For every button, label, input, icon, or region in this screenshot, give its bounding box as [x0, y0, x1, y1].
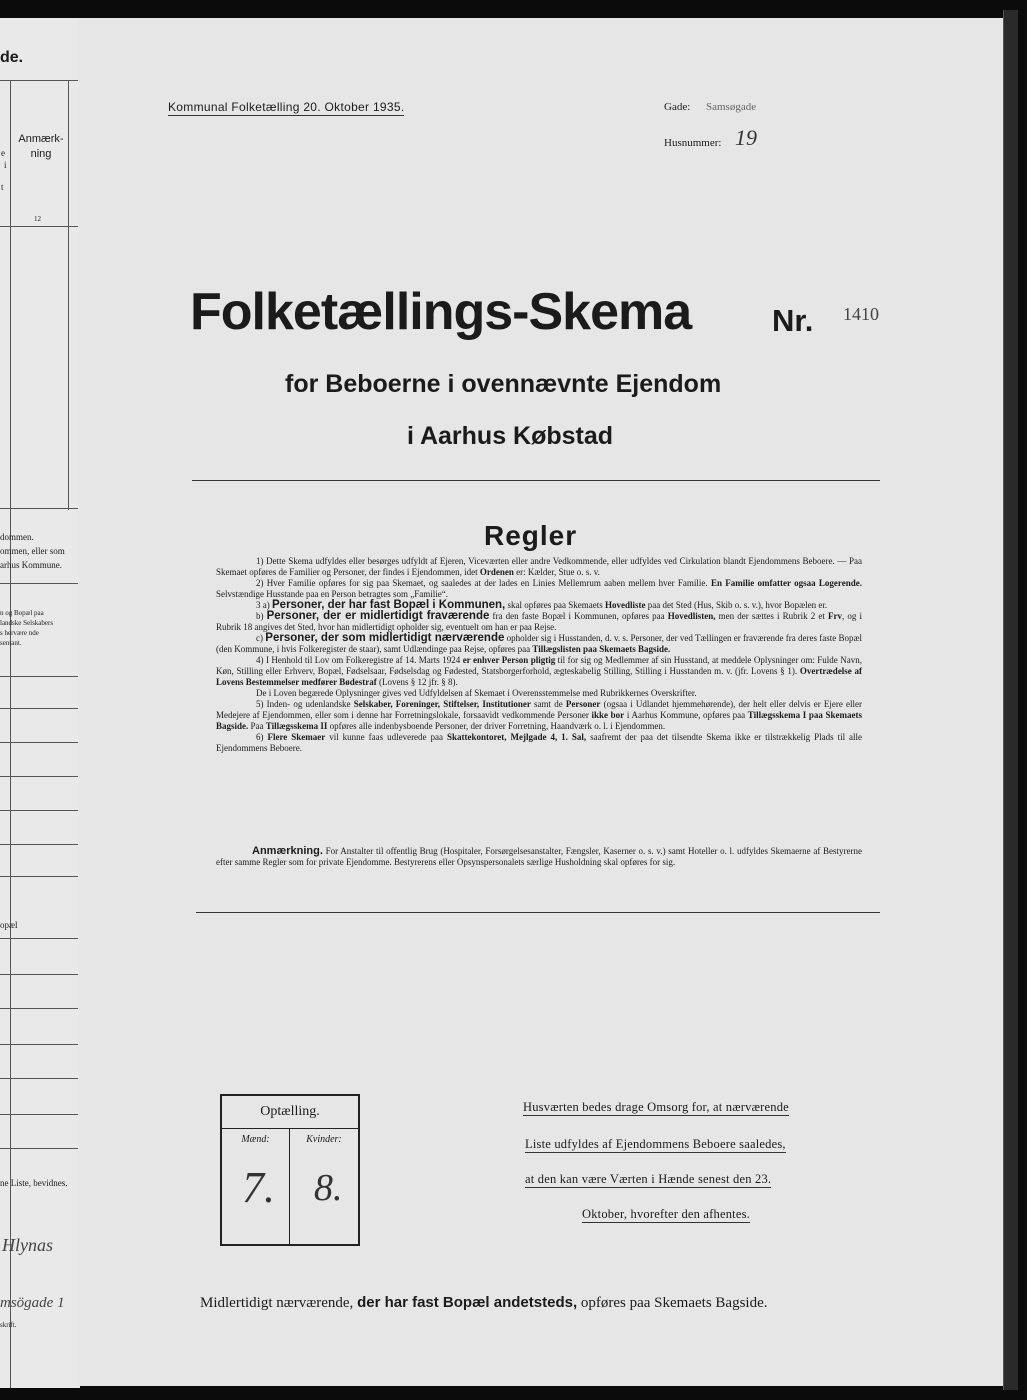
rule-5: 5) Inden- og udenlandske Selskaber, Foreninger, Stiftelser, Institutioner samt de Personer (ogsaa i Udlandet hjemmehørende), der helt eller delvis er Ejere eller Medejere af Ejendommen, eller som i denne har Forretningslokale, forsaavidt vedkommende Personer ikke bor i Aarhus Kommune, opføres paa Tillægsskema I paa Skemaets Bagside. Paa Tillægsskema II opføres alle indenbysboende Personer, der driver Forretning, Haandværk o. l. i Ejendommen. — [216, 699, 863, 731]
instruction-line: Liste udfyldes af Ejendommens Beboere saaledes, — [525, 1137, 786, 1151]
left-text-line: ommen, eller som — [0, 546, 65, 556]
left-handwritten-signature: Hlynas — [2, 1235, 53, 1255]
left-text-line: landske Selskabers — [0, 619, 54, 627]
left-fragment-char: e — [1, 148, 5, 158]
house-number-value: 19 — [735, 125, 757, 150]
rule-6: 6) Flere Skemaer vil kunne faas udleverede paa Skattekontoret, Mejlgade 4, 1. Sal, saafremt der paa det tilsendte Skema ikke er tilstrækkelig Plads til alle Ejendommens Beboere. — [216, 732, 863, 753]
binding-edge — [1003, 10, 1018, 1390]
rules-heading: Regler — [484, 520, 578, 551]
left-text-line: s hervære nde — [0, 629, 39, 637]
form-title: Folketællings-Skema — [190, 283, 692, 341]
left-text-line: n og Bopæl paa — [0, 609, 44, 617]
column-number: 12 — [34, 215, 41, 223]
house-number-label: Husnummer: — [664, 137, 722, 149]
rule-2: 2) Hver Familie opføres for sig paa Skemaet, og saaledes at der lades en Linies Mellemrum aaben mellem hver Familie. En Familie omfatter ogsaa Logerende. Selvstændige Husstande paa en Person betragtes som „Familie“. — [216, 578, 862, 599]
left-header-fragment: de. — [0, 49, 24, 66]
tally-box — [220, 1094, 360, 1246]
instruction-line: at den kan være Værten i Hænde senest den 23. — [525, 1172, 772, 1186]
rule-3a: 3 a) Personer, der har fast Bopæl i Kommunen, skal opføres paa Skemaets Hovedliste paa det Sted (Hus, Skib o. s. v.), hvor Bopælen er. — [256, 599, 828, 611]
divider — [192, 480, 880, 481]
census-header: Kommunal Folketælling 20. Oktober 1935. — [168, 100, 405, 114]
left-text-bopael: opæl — [0, 920, 18, 930]
rule-4-note: De i Loven begærede Oplysninger gives ved Udfyldelsen af Skemaet i Overensstemmelse med Rubrikkernes Overskrifter. — [256, 688, 697, 698]
rule-3c: c) Personer, der som midlertidigt nærværende opholder sig i Husstanden, d. v. s. Personer, der ved Tællingen er fraværende fra deres faste Bopæl (den Kommune, i hvis Folkeregister de staar), samt Udlændinge paa Rejse, opføres paa Tillægslisten paa Skemaets Bagside. — [216, 632, 863, 654]
tally-title: Optælling. — [260, 1104, 320, 1119]
form-subtitle: for Beboerne i ovennævnte Ejendom — [285, 370, 722, 398]
left-fragment-char: i — [4, 160, 7, 170]
left-text-line: sentant. — [0, 639, 22, 647]
left-page-fragment — [0, 18, 80, 1388]
men-label: Mænd: — [241, 1134, 270, 1145]
street-value: Samsøgade — [706, 101, 757, 113]
left-fragment-char: t — [1, 182, 4, 192]
tally-column-divider — [289, 1128, 290, 1244]
footer-note: Midlertidigt nærværende, der har fast Bopæl andetsteds, opføres paa Skemaets Bagside. — [200, 1294, 768, 1311]
instruction-line: Husværten bedes drage Omsorg for, at nærværende — [523, 1100, 789, 1114]
form-number-label: Nr. — [772, 303, 814, 338]
left-text-liste: ne Liste, bevidnes. — [0, 1178, 68, 1188]
left-text-line: dommen. — [0, 532, 34, 542]
note-text: For Anstalter til offentlig Brug (Hospitaler, Forsørgelsesanstalter, Fængsler, Kaserner o. s. v.) samt Hoteller o. l. udfyldes Skemaerne af Bestyrerne efter samme Regler som for private Ejendomme. Bestyrerens eller Opsynspersonalets særlige Husholdning skal opføres for sig. — [216, 846, 862, 867]
form-subtitle-location: i Aarhus Købstad — [407, 422, 614, 450]
left-text-line: arhus Kommune. — [0, 560, 62, 570]
note-section — [216, 846, 862, 868]
form-number: 1410 — [843, 304, 879, 324]
divider — [196, 912, 880, 913]
rules-text — [216, 556, 862, 754]
street-label: Gade: — [664, 101, 691, 113]
rule-4: 4) I Henhold til Lov om Folkeregistre af 14. Marts 1924 er enhver Person pligtig til for sig og Medlemmer af sin Husstand, at meddele Oplysninger om: Fulde Navn, Køn, Stilling eller Erhverv, Bopæl, Fødselsaar, Fødselsdag og Fødested, Statsborgerforhold, ægteskabelig Stilling, Stilling i Husstanden m. v. (jfr. Lovens § 1). Overtrædelse af Lovens Bestemmelser medfører Bødestraf (Lovens § 12 jfr. § 8). — [216, 655, 863, 687]
men-count: 7. — [242, 1163, 275, 1212]
tally-divider — [222, 1128, 358, 1129]
rule-1: 1) Dette Skema udfyldes eller besørges udfyldt af Ejeren, Viceværten eller andre Vedkommende, eller udfyldes ved Cirkulation blandt Ejendommens Beboere. — Paa Skemaet opføres de Familier og Personer, der findes i Ejendommen, idet Ordenen er: Kælder, Stue o. s. v. — [216, 556, 862, 577]
remarks-column-header: Anmærk- ning — [18, 133, 64, 160]
left-text-skrift: skrift. — [0, 1321, 17, 1329]
left-handwritten-address: msögade 1 — [0, 1295, 65, 1311]
instruction-line: Oktober, hvorefter den afhentes. — [582, 1207, 750, 1221]
rule-3b: b) Personer, der er midlertidigt fraværende fra den faste Bopæl i Kommunen, opføres paa Hovedlisten, men der sættes i Rubrik 2 et Frv, og i Rubrik 18 angives det Sted, hvor han midlertidigt opholder sig, eventuelt om han er paa Rejse. — [216, 610, 863, 632]
women-count: 8. — [314, 1167, 343, 1209]
note-label: Anmærkning. — [252, 845, 323, 857]
women-label: Kvinder: — [306, 1134, 342, 1145]
